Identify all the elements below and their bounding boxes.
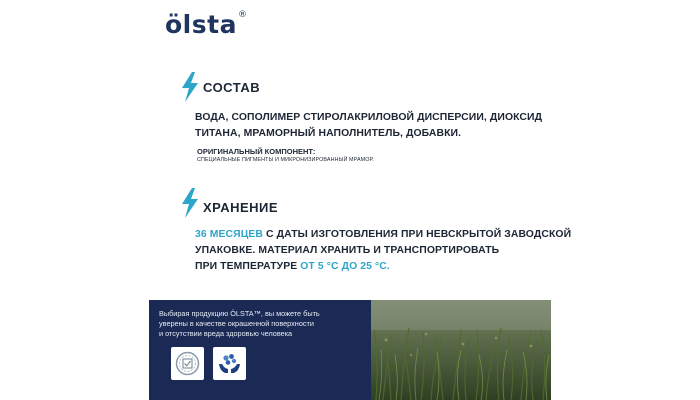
quality-seal-badge bbox=[171, 347, 204, 380]
storage-text: 36 МЕСЯЦЕВ С ДАТЫ ИЗГОТОВЛЕНИЯ ПРИ НЕВСКРЫТОЙ ЗАВОДСКОЙ УПАКОВКЕ. МАТЕРИАЛ ХРАНИТЬ И ТРАНСПОРТИРОВАТЬ ПРИ ТЕМПЕРАТУРЕ ОТ 5 °С ДО 25 °С. bbox=[195, 229, 572, 272]
storage-temperature: ОТ 5 °С ДО 25 °С. bbox=[300, 261, 390, 272]
storage-months: 36 МЕСЯЦЕВ bbox=[195, 229, 264, 240]
quality-seal-icon bbox=[171, 347, 204, 380]
hands-protect-icon bbox=[213, 347, 246, 380]
storage-title: ХРАНЕНИЕ bbox=[203, 200, 279, 215]
composition-title: СОСТАВ bbox=[203, 80, 261, 95]
original-component-text: СПЕЦИАЛЬНЫЕ ПИГМЕНТЫ И МИКРОНИЗИРОВАННЫЙ МРАМОР. bbox=[197, 157, 374, 163]
banner-text: Выбирая продукцию ÖLSTA™, вы можете быть уверены в качестве окрашенной поверхности и отсутствии вреда здоровью человека bbox=[159, 309, 320, 338]
brand-logo: ölsta® bbox=[165, 10, 248, 39]
lightning-bolt-icon bbox=[180, 188, 200, 218]
quality-banner bbox=[149, 300, 551, 400]
original-component-label: ОРИГИНАЛЬНЫЙ КОМПОНЕНТ: bbox=[197, 147, 316, 156]
protection-badge bbox=[213, 347, 246, 380]
grass-field-photo bbox=[371, 300, 551, 400]
lightning-bolt-icon bbox=[180, 72, 200, 102]
composition-text: ВОДА, СОПОЛИМЕР СТИРОЛАКРИЛОВОЙ ДИСПЕРСИИ, ДИОКСИД ТИТАНА, МРАМОРНЫЙ НАПОЛНИТЕЛЬ, ДОБАВКИ. bbox=[195, 112, 543, 139]
